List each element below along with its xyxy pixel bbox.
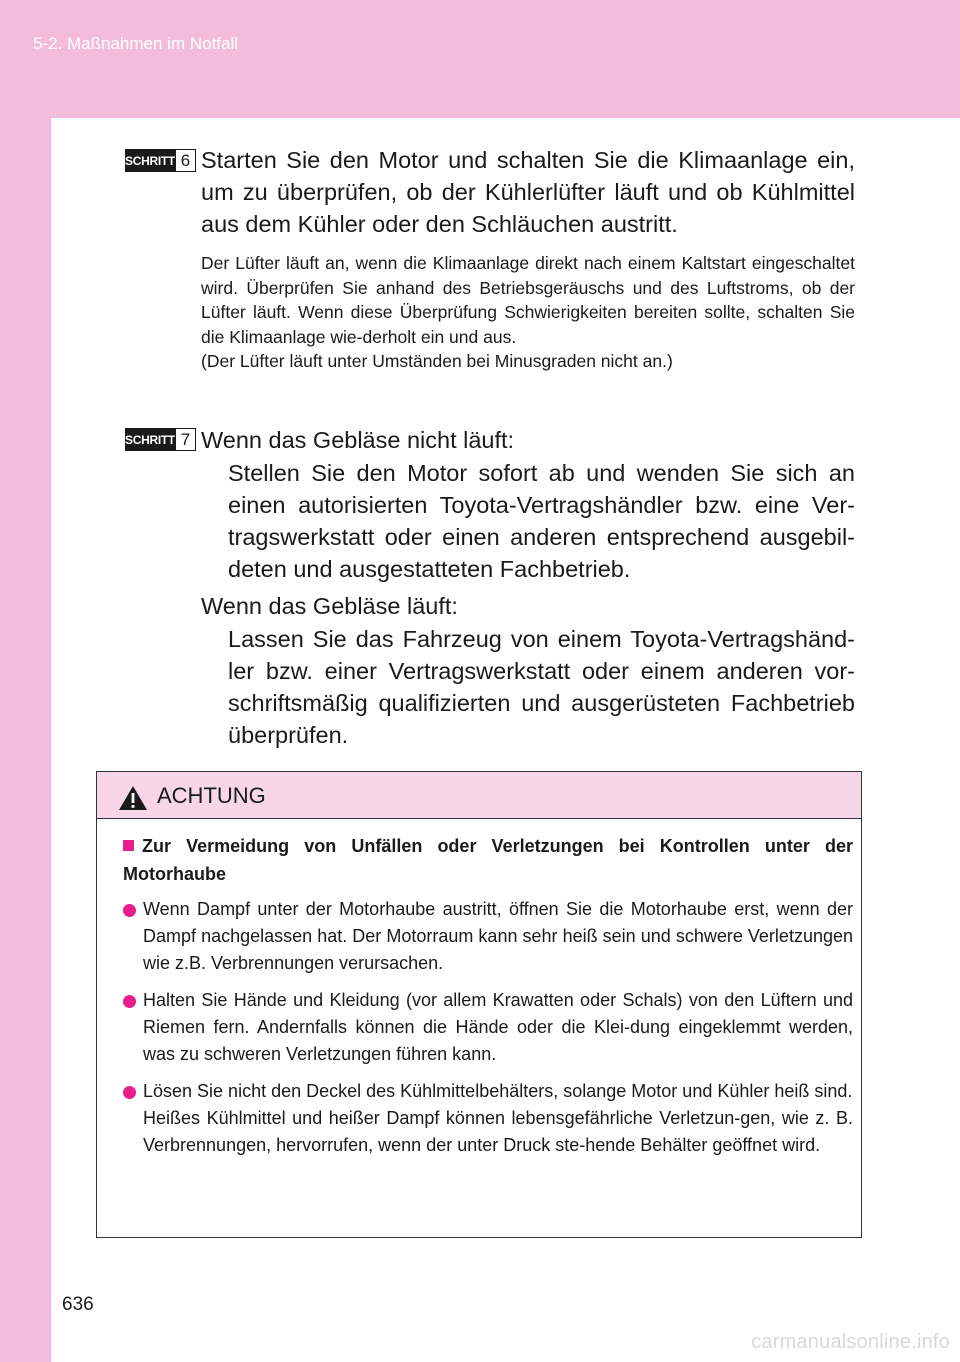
step-badge-7 — [125, 428, 196, 451]
square-bullet-icon — [123, 840, 134, 851]
warning-header — [97, 772, 861, 819]
step-7-condition-1: Wenn das Gebläse nicht läuft: — [201, 427, 515, 453]
step-badge-word: SCHRITT — [125, 149, 175, 172]
warning-item-text: Lösen Sie nicht den Deckel des Kühlmittelbehälters, solange Motor und Kühler heiß sind. — [143, 1081, 853, 1101]
step-6-note-extra: (Der Lüfter läuft unter Umständen bei Minusgraden nicht an.) — [201, 351, 673, 371]
warning-item-text: Halten Sie Hände und Kleidung (vor allem Krawatten oder Schals) von den Lüftern und Riemen fern. Andernfalls können die Hände oder die Klei-dung eingeklemmt werden, was zu schweren Verletzungen führen kann. — [143, 990, 853, 1064]
step-6-text: Starten Sie den Motor und schalten Sie die Klimaanlage ein, um zu überprüfen, ob der Kühlerlüfter läuft und ob Kühlmittel aus dem Kühler oder den Schläuchen austritt. — [201, 147, 855, 237]
warning-triangle-icon — [118, 785, 148, 811]
warning-heading-text: Zur Vermeidung von Unfällen oder Verletzungen bei Kontrollen unter der Motorhaube — [123, 836, 853, 884]
warning-title: ACHTUNG — [157, 783, 266, 808]
step-badge-number: 7 — [175, 428, 196, 451]
warning-item-1 — [123, 896, 853, 977]
section-title: 5-2. Maßnahmen im Notfall — [33, 34, 239, 53]
page-number: 636 — [62, 1294, 94, 1315]
header-band — [0, 0, 960, 118]
side-band — [0, 118, 51, 1362]
warning-heading — [123, 832, 853, 888]
bullet-dot-icon — [123, 995, 136, 1008]
warning-item-extra: Heißes Kühlmittel und heißer Dampf können lebensgefährliche Verletzun-gen, wie z. B. Verbrennungen, hervorrufen, wenn der unter Druck ste-hende Behälter geöffnet wird. — [143, 1108, 853, 1155]
step-7-action-1: Stellen Sie den Motor sofort ab und wenden Sie sich an einen autorisierten Toyota-Vertragshändler bzw. eine Ver-tragswerkstatt oder einen anderen entsprechend ausgebil-deten und ausgestatteten Fachbetrieb. — [228, 460, 855, 582]
watermark: carmanualsonline.info — [751, 1331, 950, 1353]
step-7-condition-2: Wenn das Gebläse läuft: — [201, 593, 458, 619]
warning-item-3 — [123, 1078, 853, 1159]
step-badge-word: SCHRITT — [125, 428, 175, 451]
step-6-note-main: Der Lüfter läuft an, wenn die Klimaanlage direkt nach einem Kaltstart eingeschaltet wird. Überprüfen Sie anhand des Betriebsgeräuschs und des Luftstroms, ob der Lüfter läuft. Wenn diese Überprüfung Schwierigkeiten bereiten sollte, schalten Sie die Klimaanlage wie-derholt ein und aus. — [201, 253, 855, 347]
step-badge-number: 6 — [175, 149, 196, 172]
warning-item-text: Wenn Dampf unter der Motorhaube austritt, öffnen Sie die Motorhaube erst, wenn der Dampf nachgelassen hat. Der Motorraum kann sehr heiß sein und schwere Verletzungen wie z.B. Verbrennungen verursachen. — [143, 899, 853, 973]
step-7-action-2: Lassen Sie das Fahrzeug von einem Toyota-Vertragshänd-ler bzw. einer Vertragswerkstatt oder einem anderen vor-schriftsmäßig qualifizierten und ausgerüsteten Fachbetrieb überprüfen. — [228, 626, 855, 748]
bullet-dot-icon — [123, 1086, 136, 1099]
warning-box — [96, 771, 862, 1238]
bullet-dot-icon — [123, 904, 136, 917]
step-badge-6 — [125, 149, 196, 172]
warning-item-2 — [123, 987, 853, 1068]
step-6-note — [201, 251, 855, 374]
